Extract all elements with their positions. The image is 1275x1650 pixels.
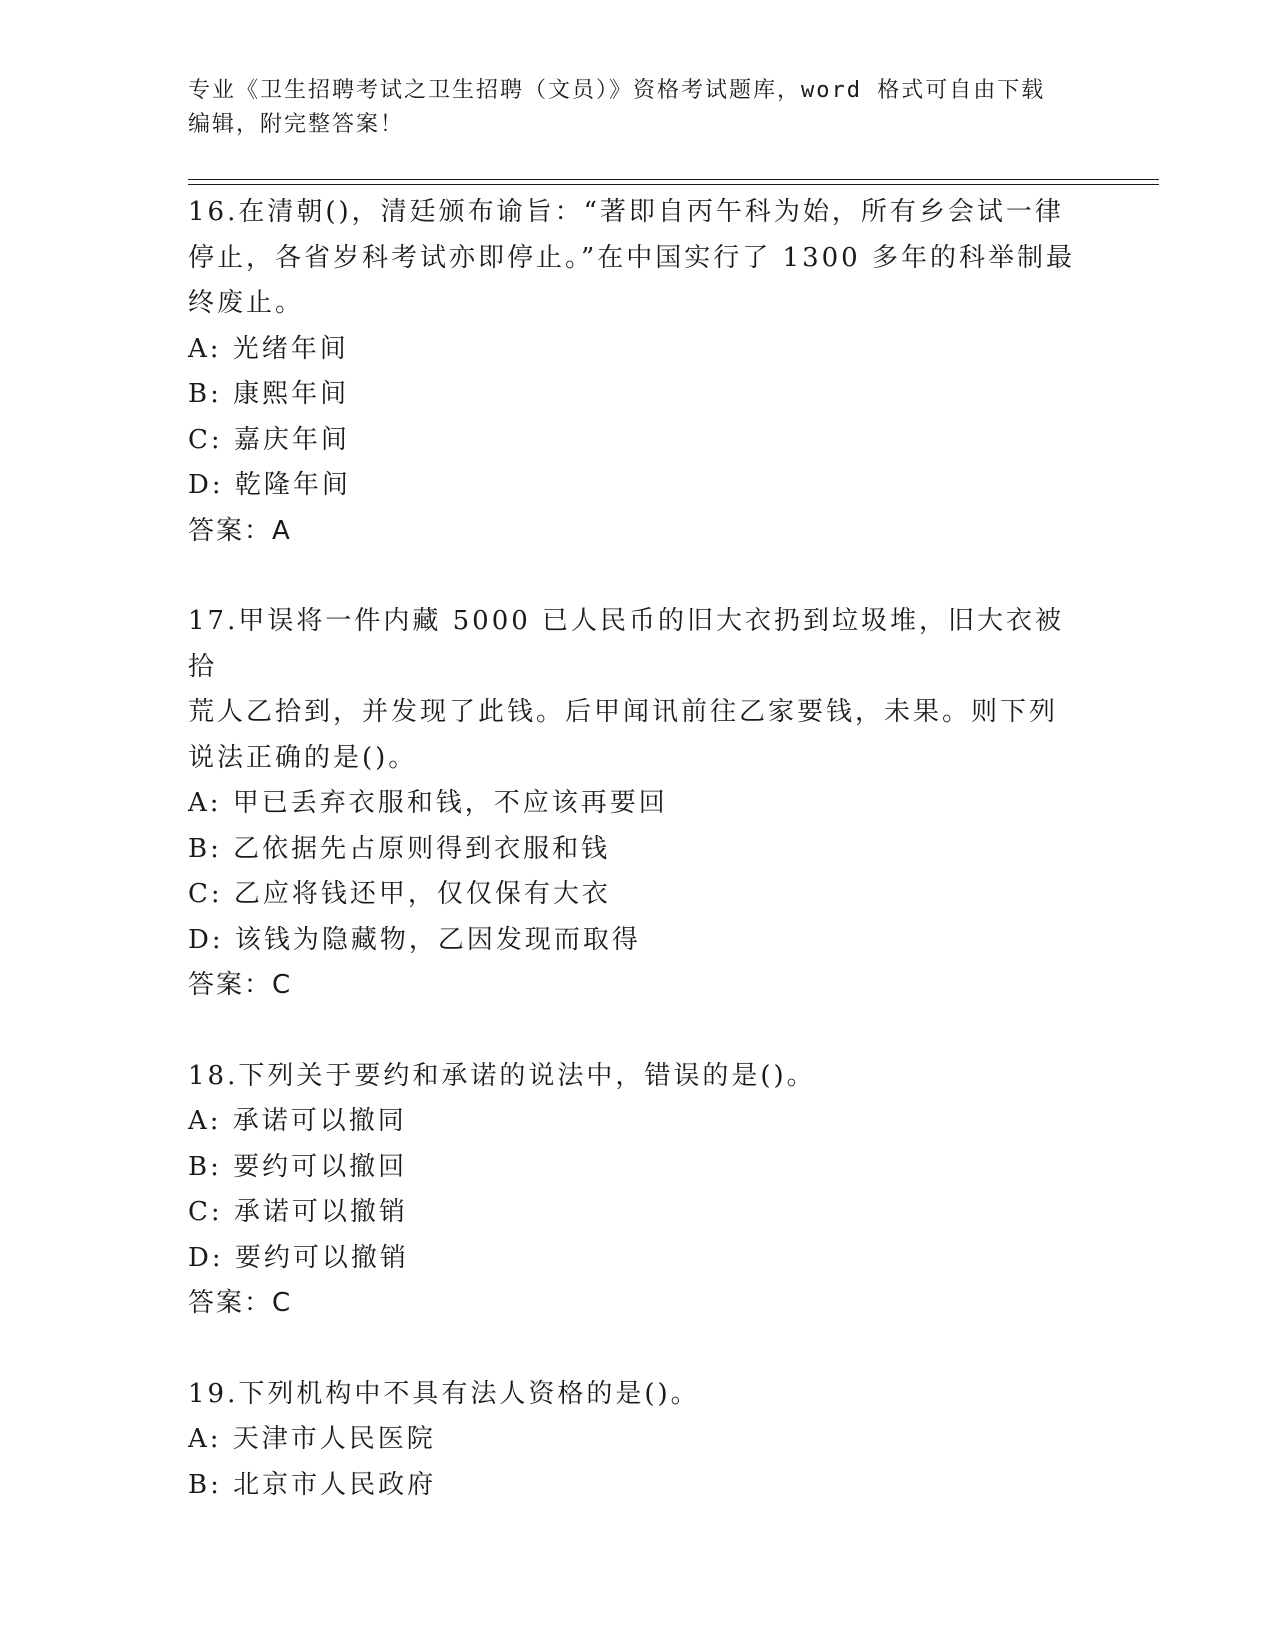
option-c: C: 乙应将钱还甲，仅仅保有大衣	[188, 879, 611, 909]
option-a: A: 天津市人民医院	[188, 1424, 436, 1454]
question-stem-line: 19.下列机构中不具有法人资格的是()。	[188, 1378, 700, 1409]
header-line-1: 专业《卫生招聘考试之卫生招聘（文员）》资格考试题库，word 格式可自由下载	[188, 78, 1046, 103]
option-a: A: 光绪年间	[188, 333, 349, 364]
option-d: D: 乾隆年间	[188, 470, 351, 500]
question-list	[188, 190, 1088, 1508]
question-16	[188, 190, 1088, 554]
question-stem-line: 停止，各省岁科考试亦即停止。”在中国实行了 1300 多年的科举制最	[188, 242, 1075, 273]
option-b: B: 康熙年间	[188, 379, 350, 409]
answer-line: 答案：A	[188, 515, 292, 546]
answer-line: 答案：C	[188, 1288, 293, 1318]
question-stem-line: 荒人乙拾到，并发现了此钱。后甲闻讯前往乙家要钱，未果。则下列	[188, 697, 1059, 727]
option-b: B: 乙依据先占原则得到衣服和钱	[188, 833, 611, 864]
option-b: B: 北京市人民政府	[188, 1469, 437, 1500]
question-18	[188, 1054, 1088, 1327]
header-line-2: 编辑，附完整答案！	[188, 112, 405, 137]
option-b: B: 要约可以撤回	[188, 1151, 408, 1182]
question-stem-line: 说法正确的是()。	[188, 742, 418, 773]
option-c: C: 嘉庆年间	[188, 424, 350, 455]
question-stem-line: 18.下列关于要约和承诺的说法中，错误的是()。	[188, 1060, 816, 1091]
question-17	[188, 599, 1088, 1009]
header-divider-top	[188, 179, 1159, 180]
header-divider-bottom	[188, 184, 1159, 185]
option-d: D: 该钱为隐藏物，乙因发现而取得	[188, 924, 641, 955]
option-c: C: 承诺可以撤销	[188, 1197, 408, 1227]
question-19	[188, 1372, 1088, 1509]
question-stem-line: 终废止。	[188, 288, 305, 318]
option-d: D: 要约可以撤销	[188, 1242, 409, 1273]
option-a: A: 承诺可以撤同	[188, 1106, 407, 1136]
answer-line: 答案：C	[188, 970, 293, 1000]
question-stem-line: 17.甲误将一件内藏 5000 已人民币的旧大衣扔到垃圾堆，旧大衣被拾	[188, 606, 1065, 682]
question-stem-line: 16.在清朝()，清廷颁布谕旨：“著即自丙午科为始，所有乡会试一律	[188, 197, 1064, 227]
document-header	[188, 74, 1088, 142]
option-a: A: 甲已丢弃衣服和钱，不应该再要回	[188, 788, 668, 818]
